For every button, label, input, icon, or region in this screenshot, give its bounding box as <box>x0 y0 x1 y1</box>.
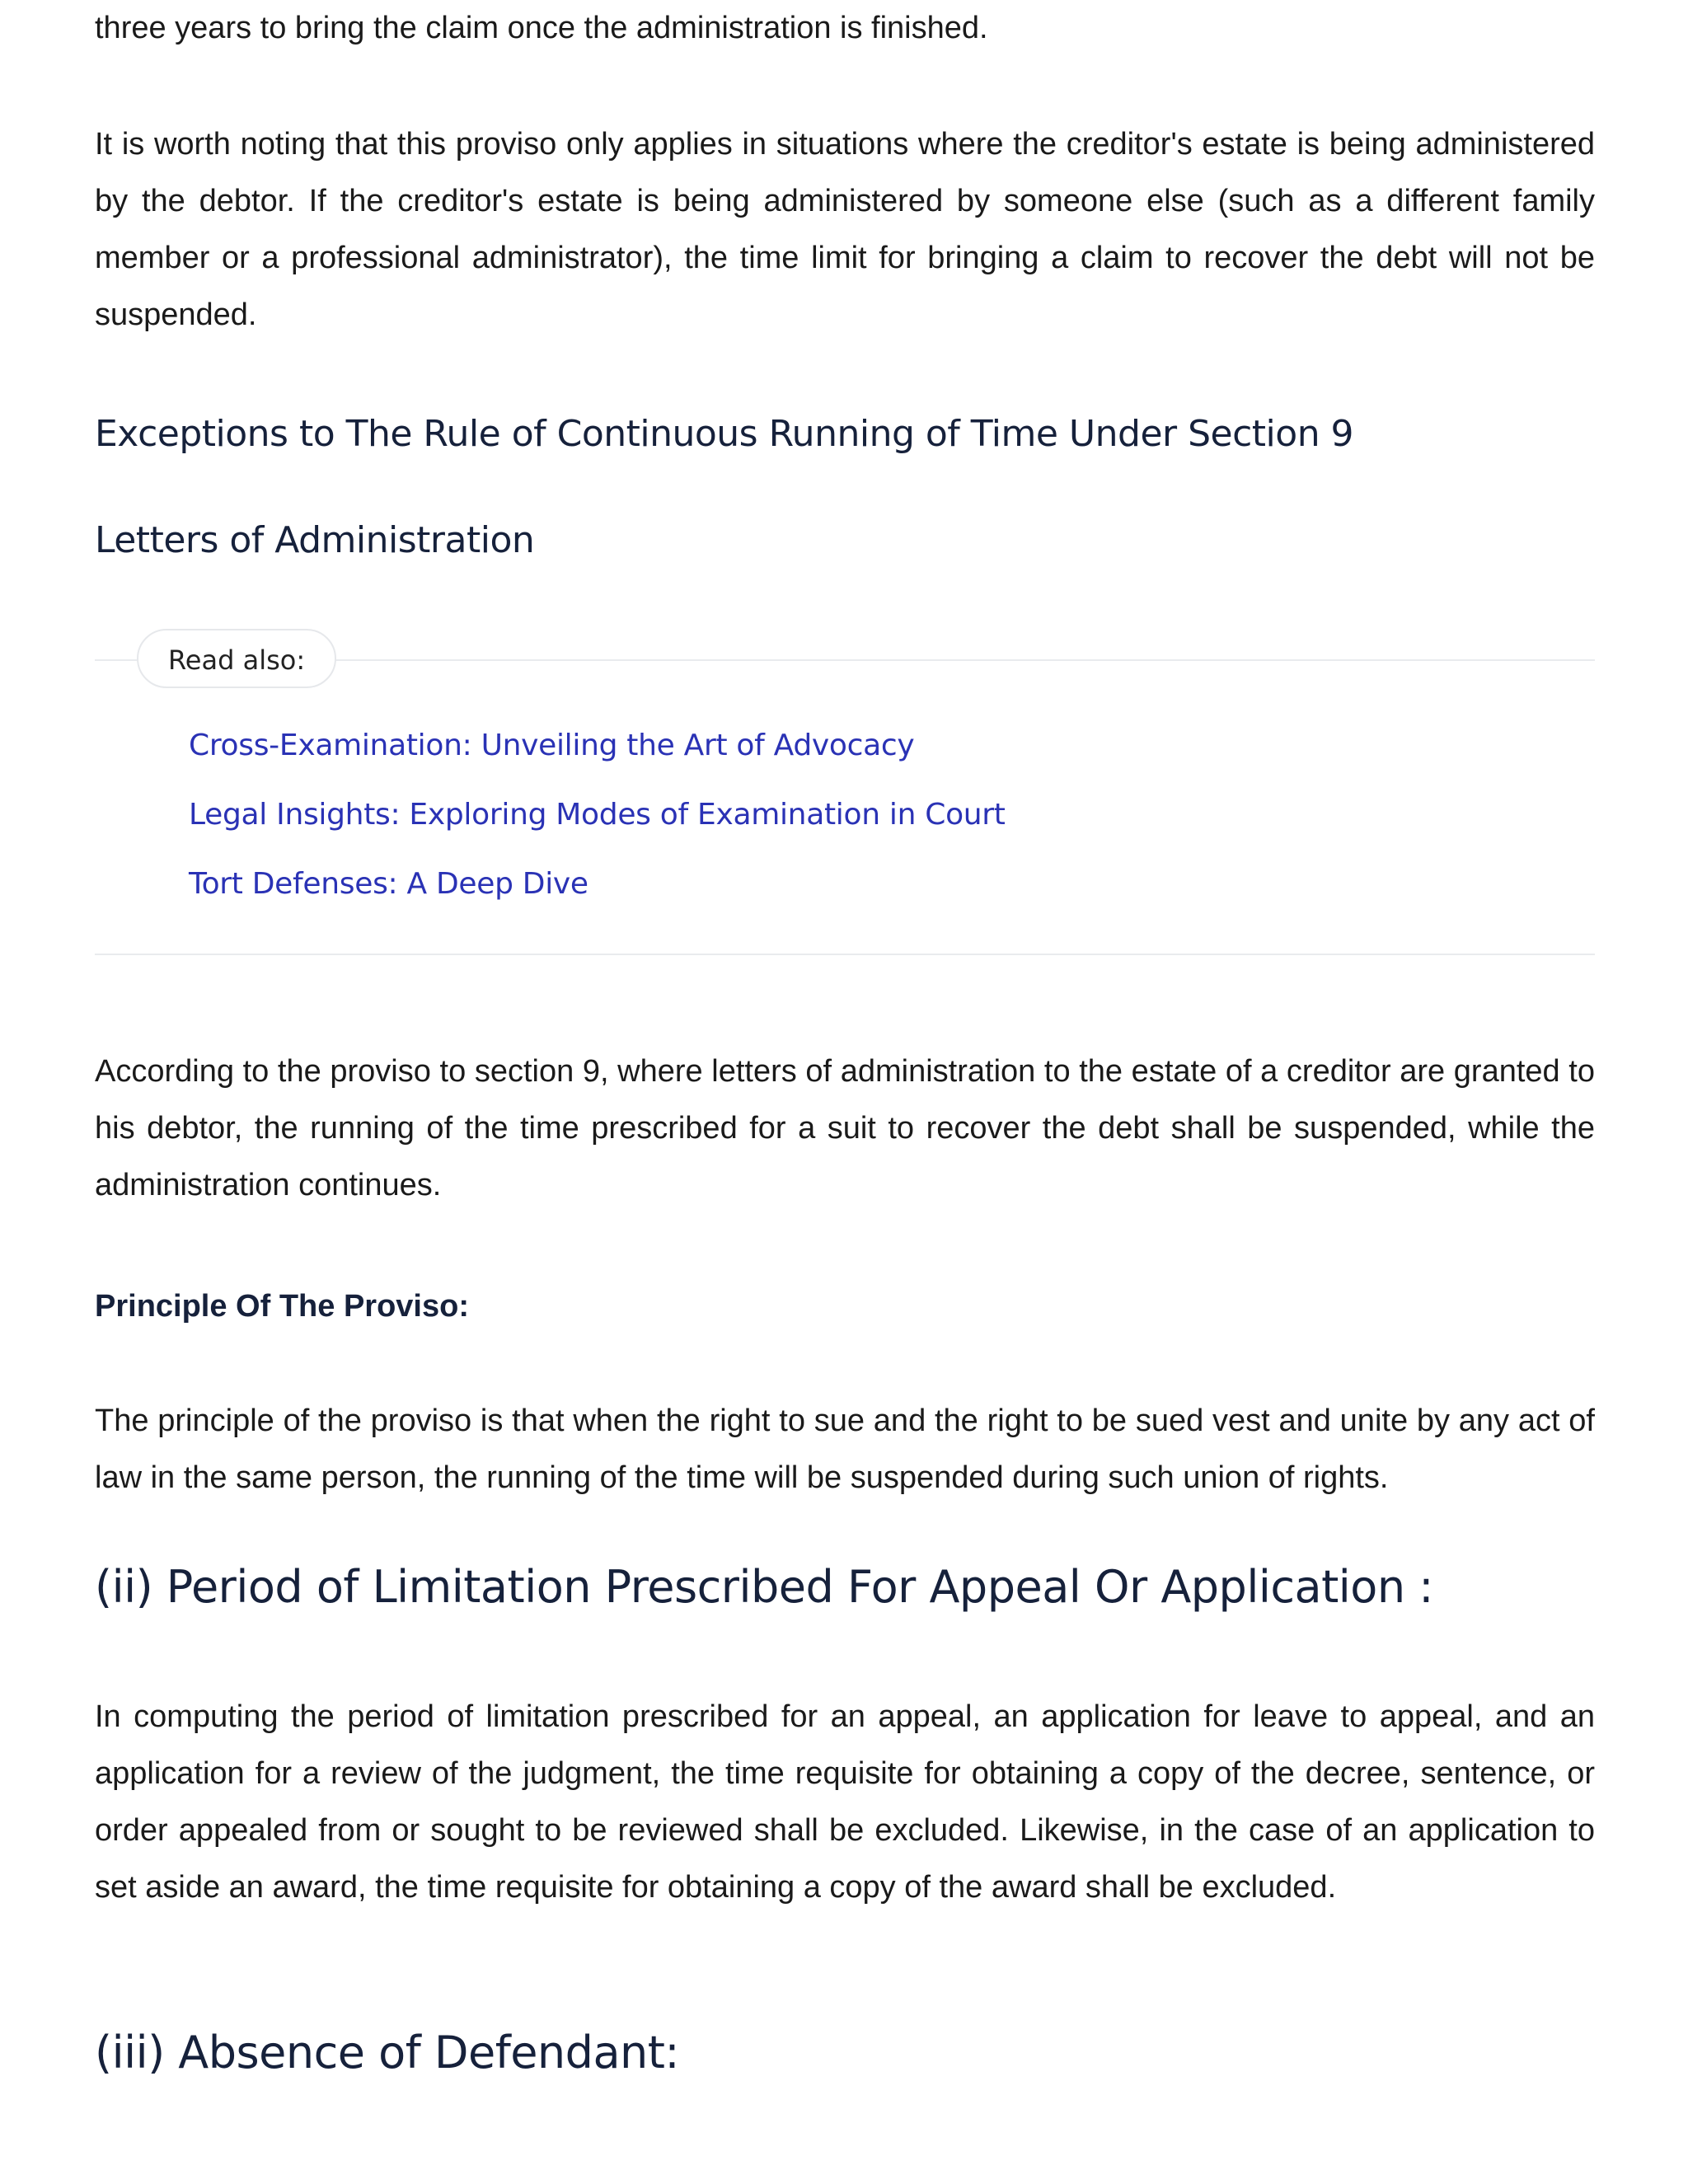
read-also-divider-bottom <box>95 954 1595 955</box>
read-also-box <box>95 629 1595 955</box>
heading-letters-of-administration: Letters of Administration <box>95 519 535 561</box>
paragraph-principle: The principle of the proviso is that when the right to sue and the right to be sued vest and unite by any act of law in the same person, the running of the time will be suspended during such union of rights. <box>95 1404 1595 1495</box>
read-also-link-tort-defenses[interactable]: Tort Defenses: A Deep Dive <box>189 867 588 901</box>
heading-exceptions: Exceptions to The Rule of Continuous Running of Time Under Section 9 <box>95 413 1354 455</box>
label-principle-of-proviso: Principle Of The Proviso: <box>95 1289 469 1324</box>
read-also-link-modes-of-examination[interactable]: Legal Insights: Exploring Modes of Examination in Court <box>189 798 1006 832</box>
paragraph-proviso-applies: It is worth noting that this proviso only applies in situations where the creditor's estate is being administered by the debtor. If the creditor's estate is being administered by someone else (such as a different family member or a professional administrator), the time limit for bringing a claim to recover the debt will not be suspended. <box>95 127 1595 332</box>
heading-period-of-limitation: (ii) Period of Limitation Prescribed For Appeal Or Application : <box>95 1561 1433 1613</box>
paragraph-computing-limitation: In computing the period of limitation prescribed for an appeal, an application for leave to appeal, and an application for a review of the judgment, the time requisite for obtaining a copy of the decree, sentence, or order appealed from or sought to be reviewed shall be excluded. Likewise, in the case of an application to set aside an award, the time requisite for obtaining a copy of the award shall be excluded. <box>95 1699 1595 1905</box>
read-also-links <box>189 726 1006 934</box>
read-also-label: Read also: <box>137 629 336 688</box>
paragraph-administration-finished: three years to bring the claim once the administration is finished. <box>95 11 988 45</box>
read-also-link-cross-examination[interactable]: Cross-Examination: Unveiling the Art of Advocacy <box>189 729 915 762</box>
heading-absence-of-defendant: (iii) Absence of Defendant: <box>95 2027 680 2079</box>
paragraph-proviso-section-9: According to the proviso to section 9, where letters of administration to the estate of a creditor are granted to his debtor, the running of the time prescribed for a suit to recover the debt shall be suspended, while the administration continues. <box>95 1054 1595 1202</box>
